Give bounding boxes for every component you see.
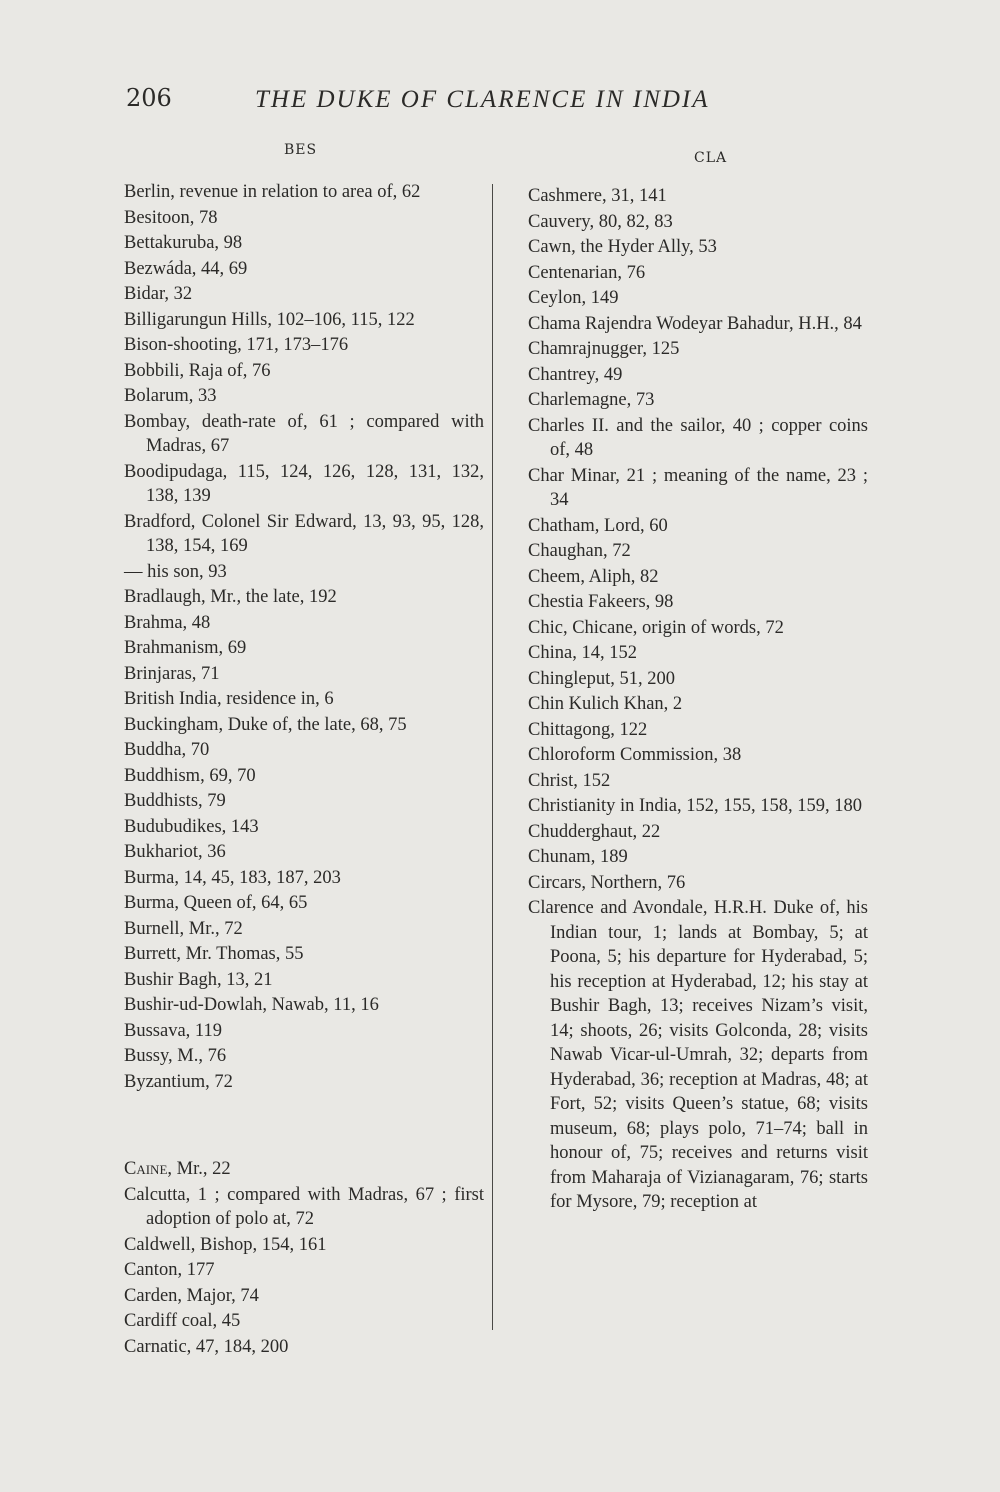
index-entry: Bushir-ud-Dowlah, Nawab, 11, 16	[124, 995, 379, 1015]
index-entry: Berlin, revenue in relation to area of, 62	[124, 182, 421, 202]
index-entry: Chittagong, 122	[528, 719, 648, 740]
index-entry: Bison-shooting, 171, 173–176	[124, 335, 349, 355]
index-entry: Carnatic, 47, 184, 200	[124, 1336, 289, 1357]
index-entry: Buckingham, Duke of, the late, 68, 75	[124, 714, 407, 735]
index-entry: British India, residence in, 6	[124, 689, 334, 709]
index-entry: Brahmanism, 69	[124, 638, 247, 658]
index-entry: Chama Rajendra Wodeyar Bahadur, H.H., 84	[528, 313, 862, 334]
index-entry: Canton, 177	[124, 1260, 215, 1280]
index-entry: Bussava, 119	[124, 1020, 222, 1041]
index-entry: Boodipudaga, 115, 124, 126, 128, 131, 132, 138, 139	[124, 461, 484, 506]
index-section-b	[124, 180, 484, 1094]
index-entry: Chloroform Commission, 38	[528, 745, 742, 765]
index-entry: Chatham, Lord, 60	[528, 515, 668, 536]
index-entry: Chestia Fakeers, 98	[528, 592, 674, 612]
index-entry: Cardiff coal, 45	[124, 1311, 241, 1331]
index-entry: Chamrajnugger, 125	[528, 339, 680, 359]
index-entry: Chic, Chicane, origin of words, 72	[528, 617, 784, 638]
index-entry: Chaughan, 72	[528, 541, 631, 561]
column-divider	[492, 184, 493, 1330]
index-entry: Buddhism, 69, 70	[124, 765, 256, 786]
index-entry: Burrett, Mr. Thomas, 55	[124, 944, 304, 964]
index-entry: Bobbili, Raja of, 76	[124, 360, 271, 381]
index-entry: Besitoon, 78	[124, 207, 218, 228]
right-index-column	[528, 184, 868, 1216]
left-guide-word: BES	[284, 142, 318, 158]
index-entry: Chantrey, 49	[528, 364, 623, 385]
index-entry: Circars, Northern, 76	[528, 872, 686, 893]
index-entry: Byzantium, 72	[124, 1071, 233, 1092]
index-entry: Burnell, Mr., 72	[124, 918, 243, 939]
index-entry: Bradford, Colonel Sir Edward, 13, 93, 95, 128, 138, 154, 169	[124, 511, 484, 556]
index-entry: Billigarungun Hills, 102–106, 115, 122	[124, 309, 415, 330]
index-entry: Cheem, Aliph, 82	[528, 566, 659, 587]
index-entry: Bushir Bagh, 13, 21	[124, 969, 273, 990]
left-index-column	[124, 180, 484, 1360]
section-gap	[124, 1095, 484, 1157]
index-entry: Chin Kulich Khan, 2	[528, 694, 683, 714]
index-entry: Burma, Queen of, 64, 65	[124, 893, 308, 913]
index-entry: Char Minar, 21 ; meaning of the name, 23 ; 34	[528, 465, 868, 510]
index-entry: Caldwell, Bishop, 154, 161	[124, 1234, 327, 1255]
index-entry: Carden, Major, 74	[124, 1285, 259, 1306]
index-entry: Chudderghaut, 22	[528, 821, 661, 842]
index-entry: Bombay, death-rate of, 61 ; compared with Madras, 67	[124, 411, 484, 456]
index-section-c-continued	[528, 184, 868, 1215]
index-entry: Bolarum, 33	[124, 386, 217, 406]
right-guide-word: CLA	[694, 150, 728, 166]
index-entry: Budubudikes, 143	[124, 816, 259, 837]
index-entry: Buddhists, 79	[124, 791, 226, 811]
index-entry: Burma, 14, 45, 183, 187, 203	[124, 867, 341, 888]
index-entry: China, 14, 152	[528, 643, 637, 663]
index-entry: Charlemagne, 73	[528, 390, 655, 410]
index-entry: — his son, 93	[124, 561, 227, 582]
index-entry: Clarence and Avondale, H.R.H. Duke of, his Indian tour, 1; lands at Bombay, 5; at Poona, 5; his departure for Hyderabad, 5; his reception at Hyderabad, 12; his stay at Bushir Bagh, 13; receives Nizam’s visit, 14; shoots, 26; visits Golconda, 28; visits Nawab Vicar-ul-Umrah, 32; departs from Hyderabad, 36; reception at Madras, 48; at Fort, 52; visits Queen’s statue, 68; visits museum, 68; plays polo, 71–74; ball in honour of, 75; receives and returns visit from Maharaja of Vizianagaram, 76; starts for Mysore, 79; reception at	[528, 898, 868, 1212]
index-entry: Bradlaugh, Mr., the late, 192	[124, 587, 337, 607]
index-entry: Bettakuruba, 98	[124, 233, 243, 253]
index-entry: Christ, 152	[528, 770, 611, 791]
index-entry: Bezwáda, 44, 69	[124, 258, 248, 279]
index-entry: Chingleput, 51, 200	[528, 668, 675, 689]
section-lead-word: Caine	[124, 1159, 168, 1179]
index-entry: Centenarian, 76	[528, 262, 646, 283]
index-entry: Brahma, 48	[124, 612, 211, 633]
index-entry: Chunam, 189	[528, 847, 628, 867]
index-entry: Buddha, 70	[124, 740, 210, 760]
index-entry: Ceylon, 149	[528, 288, 619, 308]
index-entry: Cashmere, 31, 141	[528, 186, 667, 206]
index-entry: Bussy, M., 76	[124, 1046, 227, 1066]
running-title: THE DUKE OF CLARENCE IN INDIA	[255, 86, 710, 113]
index-entry: Caine, Mr., 22	[124, 1159, 231, 1179]
index-section-c	[124, 1157, 484, 1359]
index-entry: Cauvery, 80, 82, 83	[528, 211, 673, 232]
index-entry: Bidar, 32	[124, 284, 193, 304]
index-entry: Brinjaras, 71	[124, 663, 220, 684]
index-entry: Bukhariot, 36	[124, 842, 226, 862]
index-entry: Christianity in India, 152, 155, 158, 159, 180	[528, 796, 863, 816]
index-entry: Calcutta, 1 ; compared with Madras, 67 ; first adoption of polo at, 72	[124, 1184, 484, 1229]
index-entry: Charles II. and the sailor, 40 ; copper coins of, 48	[528, 415, 868, 460]
page-number: 206	[126, 84, 172, 112]
index-entry: Cawn, the Hyder Ally, 53	[528, 237, 717, 257]
